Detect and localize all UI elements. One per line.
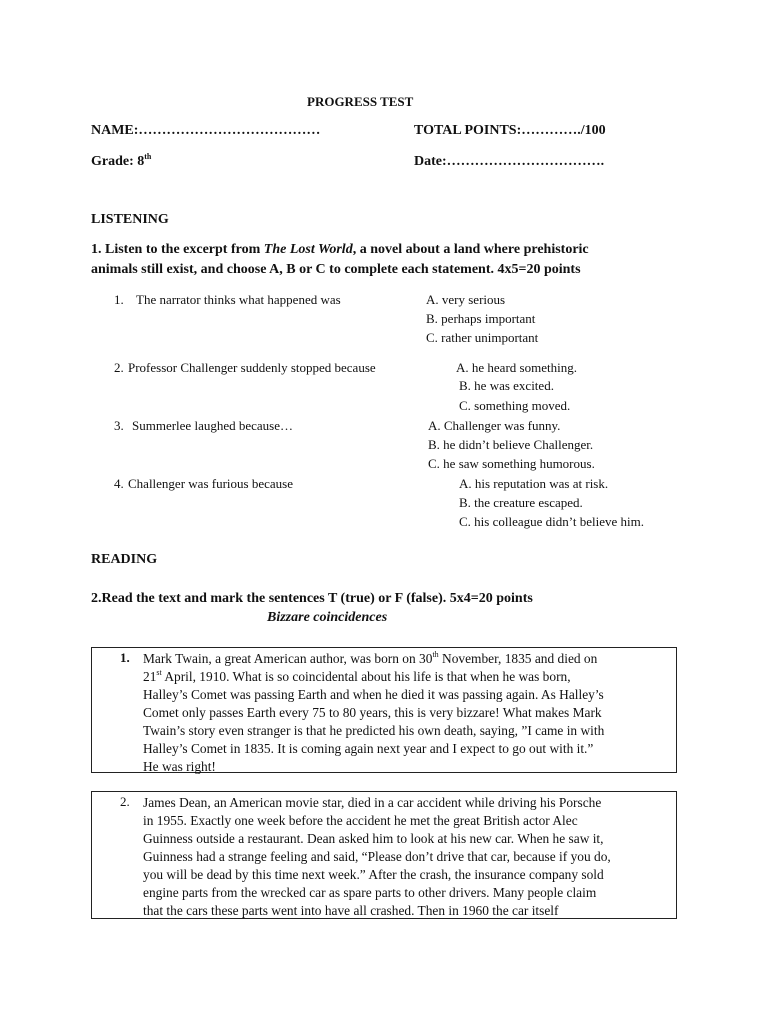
question-option: B. perhaps important xyxy=(426,311,536,326)
question-option: A. he heard something. xyxy=(456,360,577,375)
question-option: A. his reputation was at risk. xyxy=(459,476,609,491)
question-option: C. rather unimportant xyxy=(426,330,539,345)
name-field: NAME:………………………………… xyxy=(91,123,321,138)
total-points-field: TOTAL POINTS:…………./100 xyxy=(414,123,606,138)
question-option: B. he was excited. xyxy=(459,378,554,393)
question-option: C. he saw something humorous. xyxy=(428,456,595,471)
question-number: 1. xyxy=(114,292,124,307)
page-title: PROGRESS TEST xyxy=(307,94,414,109)
question-number: 4. xyxy=(114,476,124,491)
question-option: C. something moved. xyxy=(459,398,571,413)
question-option: A. Challenger was funny. xyxy=(428,418,561,433)
date-field: Date:……………………………. xyxy=(414,154,605,169)
question-option: C. his colleague didn’t believe him. xyxy=(459,514,644,529)
passage-box-2 xyxy=(91,791,677,919)
question-option: B. the creature escaped. xyxy=(459,495,583,510)
passage-number: 2. xyxy=(120,794,130,809)
question-option: A. very serious xyxy=(426,292,506,307)
reading-heading: READING xyxy=(91,552,158,567)
listening-heading: LISTENING xyxy=(91,212,169,227)
passage-number: 1. xyxy=(120,650,130,665)
grade-field: Grade: 8th xyxy=(91,152,152,169)
question-option: B. he didn’t believe Challenger. xyxy=(428,437,594,452)
question-text: Summerlee laughed because… xyxy=(132,418,293,433)
listening-instructions-line1: 1. Listen to the excerpt from The Lost World, a novel about a land where prehistoric xyxy=(91,242,589,257)
question-text: Challenger was furious because xyxy=(128,476,293,491)
question-text: Professor Challenger suddenly stopped because xyxy=(128,360,376,375)
passage-text: Mark Twain, a great American author, was born on 30th November, 1835 and died on 21st April, 1910. What is so coincidental about his life is that when he was born, Halley’s Comet was passing Earth and when he died it was passing again. As Halley’s Comet only passes Earth every 75 to 80 years, this is very bizzare! What makes Mark Twain’s story even stranger is that he predicted his own death, saying, ”I came in with Halley’s Comet in 1835. It is coming again next year and I expect to go out with it.” He was right! xyxy=(143,650,605,774)
listening-instructions-line2: animals still exist, and choose A, B or C to complete each statement. 4x5=20 points xyxy=(91,262,581,277)
reading-instructions: 2.Read the text and mark the sentences T (true) or F (false). 5x4=20 points xyxy=(91,591,533,606)
question-text: The narrator thinks what happened was xyxy=(136,292,341,307)
reading-subtitle: Bizzare coincidences xyxy=(267,610,388,625)
question-number: 3. xyxy=(114,418,124,433)
passage-text: James Dean, an American movie star, died in a car accident while driving his Porsche in 1955. Exactly one week before the accident he met the great British actor Alec Guinness outside a restaurant. Dean asked him to look at his new car. When he saw it, Guinness had a strange feeling and said, “Please don’t drive that car, because if you do, you will be dead by this time next week.” After the crash, the insurance company sold engine parts from the wrecked car as spare parts to other drivers. Many people claim that the cars these parts went into have all crashed. Then in 1960 the car itself xyxy=(143,795,611,918)
question-number: 2. xyxy=(114,360,124,375)
passage-box-1 xyxy=(91,647,677,773)
